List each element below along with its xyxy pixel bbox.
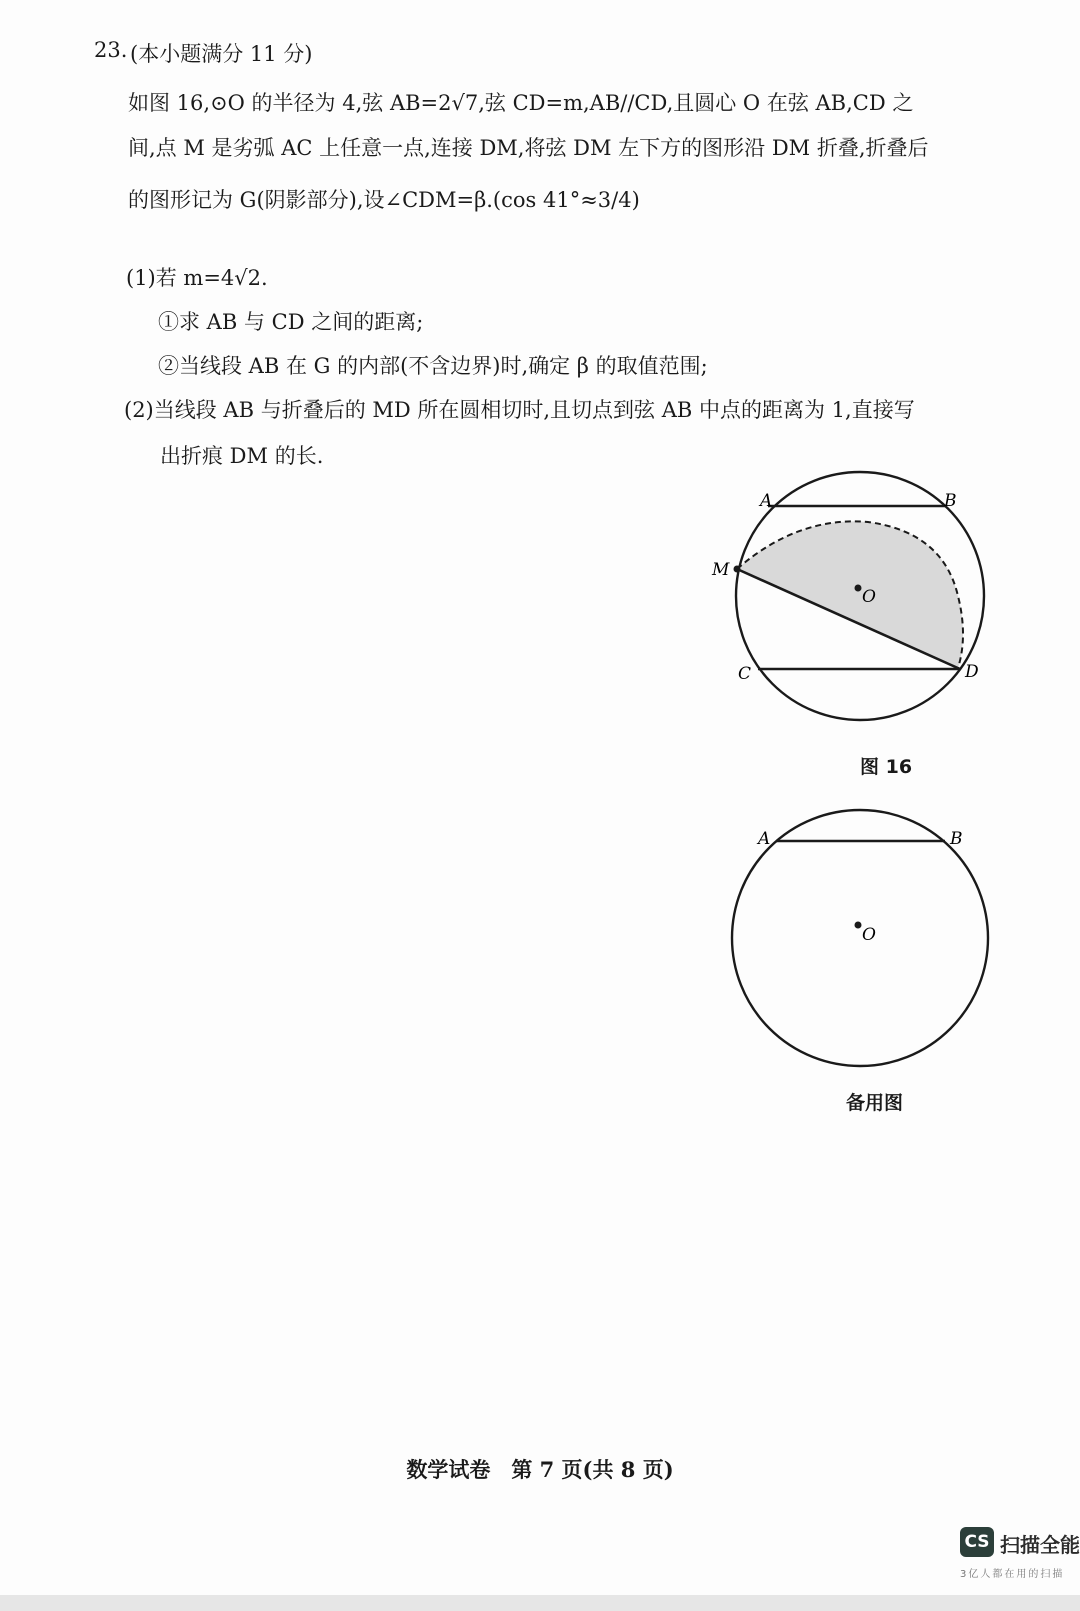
figure-16-diagram (712, 486, 1018, 756)
spare-figure-caption: 备用图 (846, 1092, 904, 1114)
label-o: O (862, 587, 876, 607)
question-stem-line-3: 的图形记为 G(阴影部分),设∠CDM=β.(cos 41°≈3/4) (128, 188, 640, 212)
label-b-spare: B (950, 829, 963, 849)
label-a: A (760, 491, 773, 511)
bottom-strip (0, 1595, 1080, 1611)
question-score-header: (本小题满分 11 分) (130, 42, 313, 66)
center-o-dot (855, 585, 862, 592)
scanner-watermark (960, 1527, 1080, 1583)
part-2-line-1: (2)当线段 AB 与折叠后的 MD 所在圆相切时,且切点到弦 AB 中点的距离为 1,直接写 (124, 398, 915, 422)
part-2-line-2: 出折痕 DM 的长. (160, 444, 324, 468)
question-stem-line-2: 间,点 M 是劣弧 AC 上任意一点,连接 DM,将弦 DM 左下方的图形沿 DM 折叠,折叠后 (128, 136, 929, 160)
page-footer: 数学试卷 第 7 页(共 8 页) (406, 1457, 674, 1482)
label-m: M (712, 560, 730, 580)
scanner-slogan: 3亿人都在用的扫描 (960, 1569, 1065, 1580)
part-1-subquestion-b: ②当线段 AB 在 G 的内部(不含边界)时,确定 β 的取值范围; (158, 354, 708, 378)
label-c: C (738, 664, 752, 684)
scanner-app-name: 扫描全能 (1000, 1533, 1080, 1557)
point-m (734, 566, 741, 573)
label-b: B (944, 491, 957, 511)
part-1-subquestion-a: ①求 AB 与 CD 之间的距离; (158, 310, 424, 334)
label-o-spare: O (862, 925, 876, 945)
label-d: D (965, 662, 979, 682)
figure-16-caption: 图 16 (860, 756, 913, 778)
question-stem-line-1: 如图 16,⊙O 的半径为 4,弦 AB=2√7,弦 CD=m,AB//CD,且圆心 O 在弦 AB,CD 之 (128, 91, 914, 115)
label-a-spare: A (758, 829, 771, 849)
question-number: 23. (94, 38, 128, 62)
center-o-dot-spare (855, 922, 862, 929)
spare-figure-diagram (718, 812, 1018, 1092)
cs-logo-icon: CS (960, 1527, 994, 1557)
part-1-condition: (1)若 m=4√2. (126, 266, 268, 290)
